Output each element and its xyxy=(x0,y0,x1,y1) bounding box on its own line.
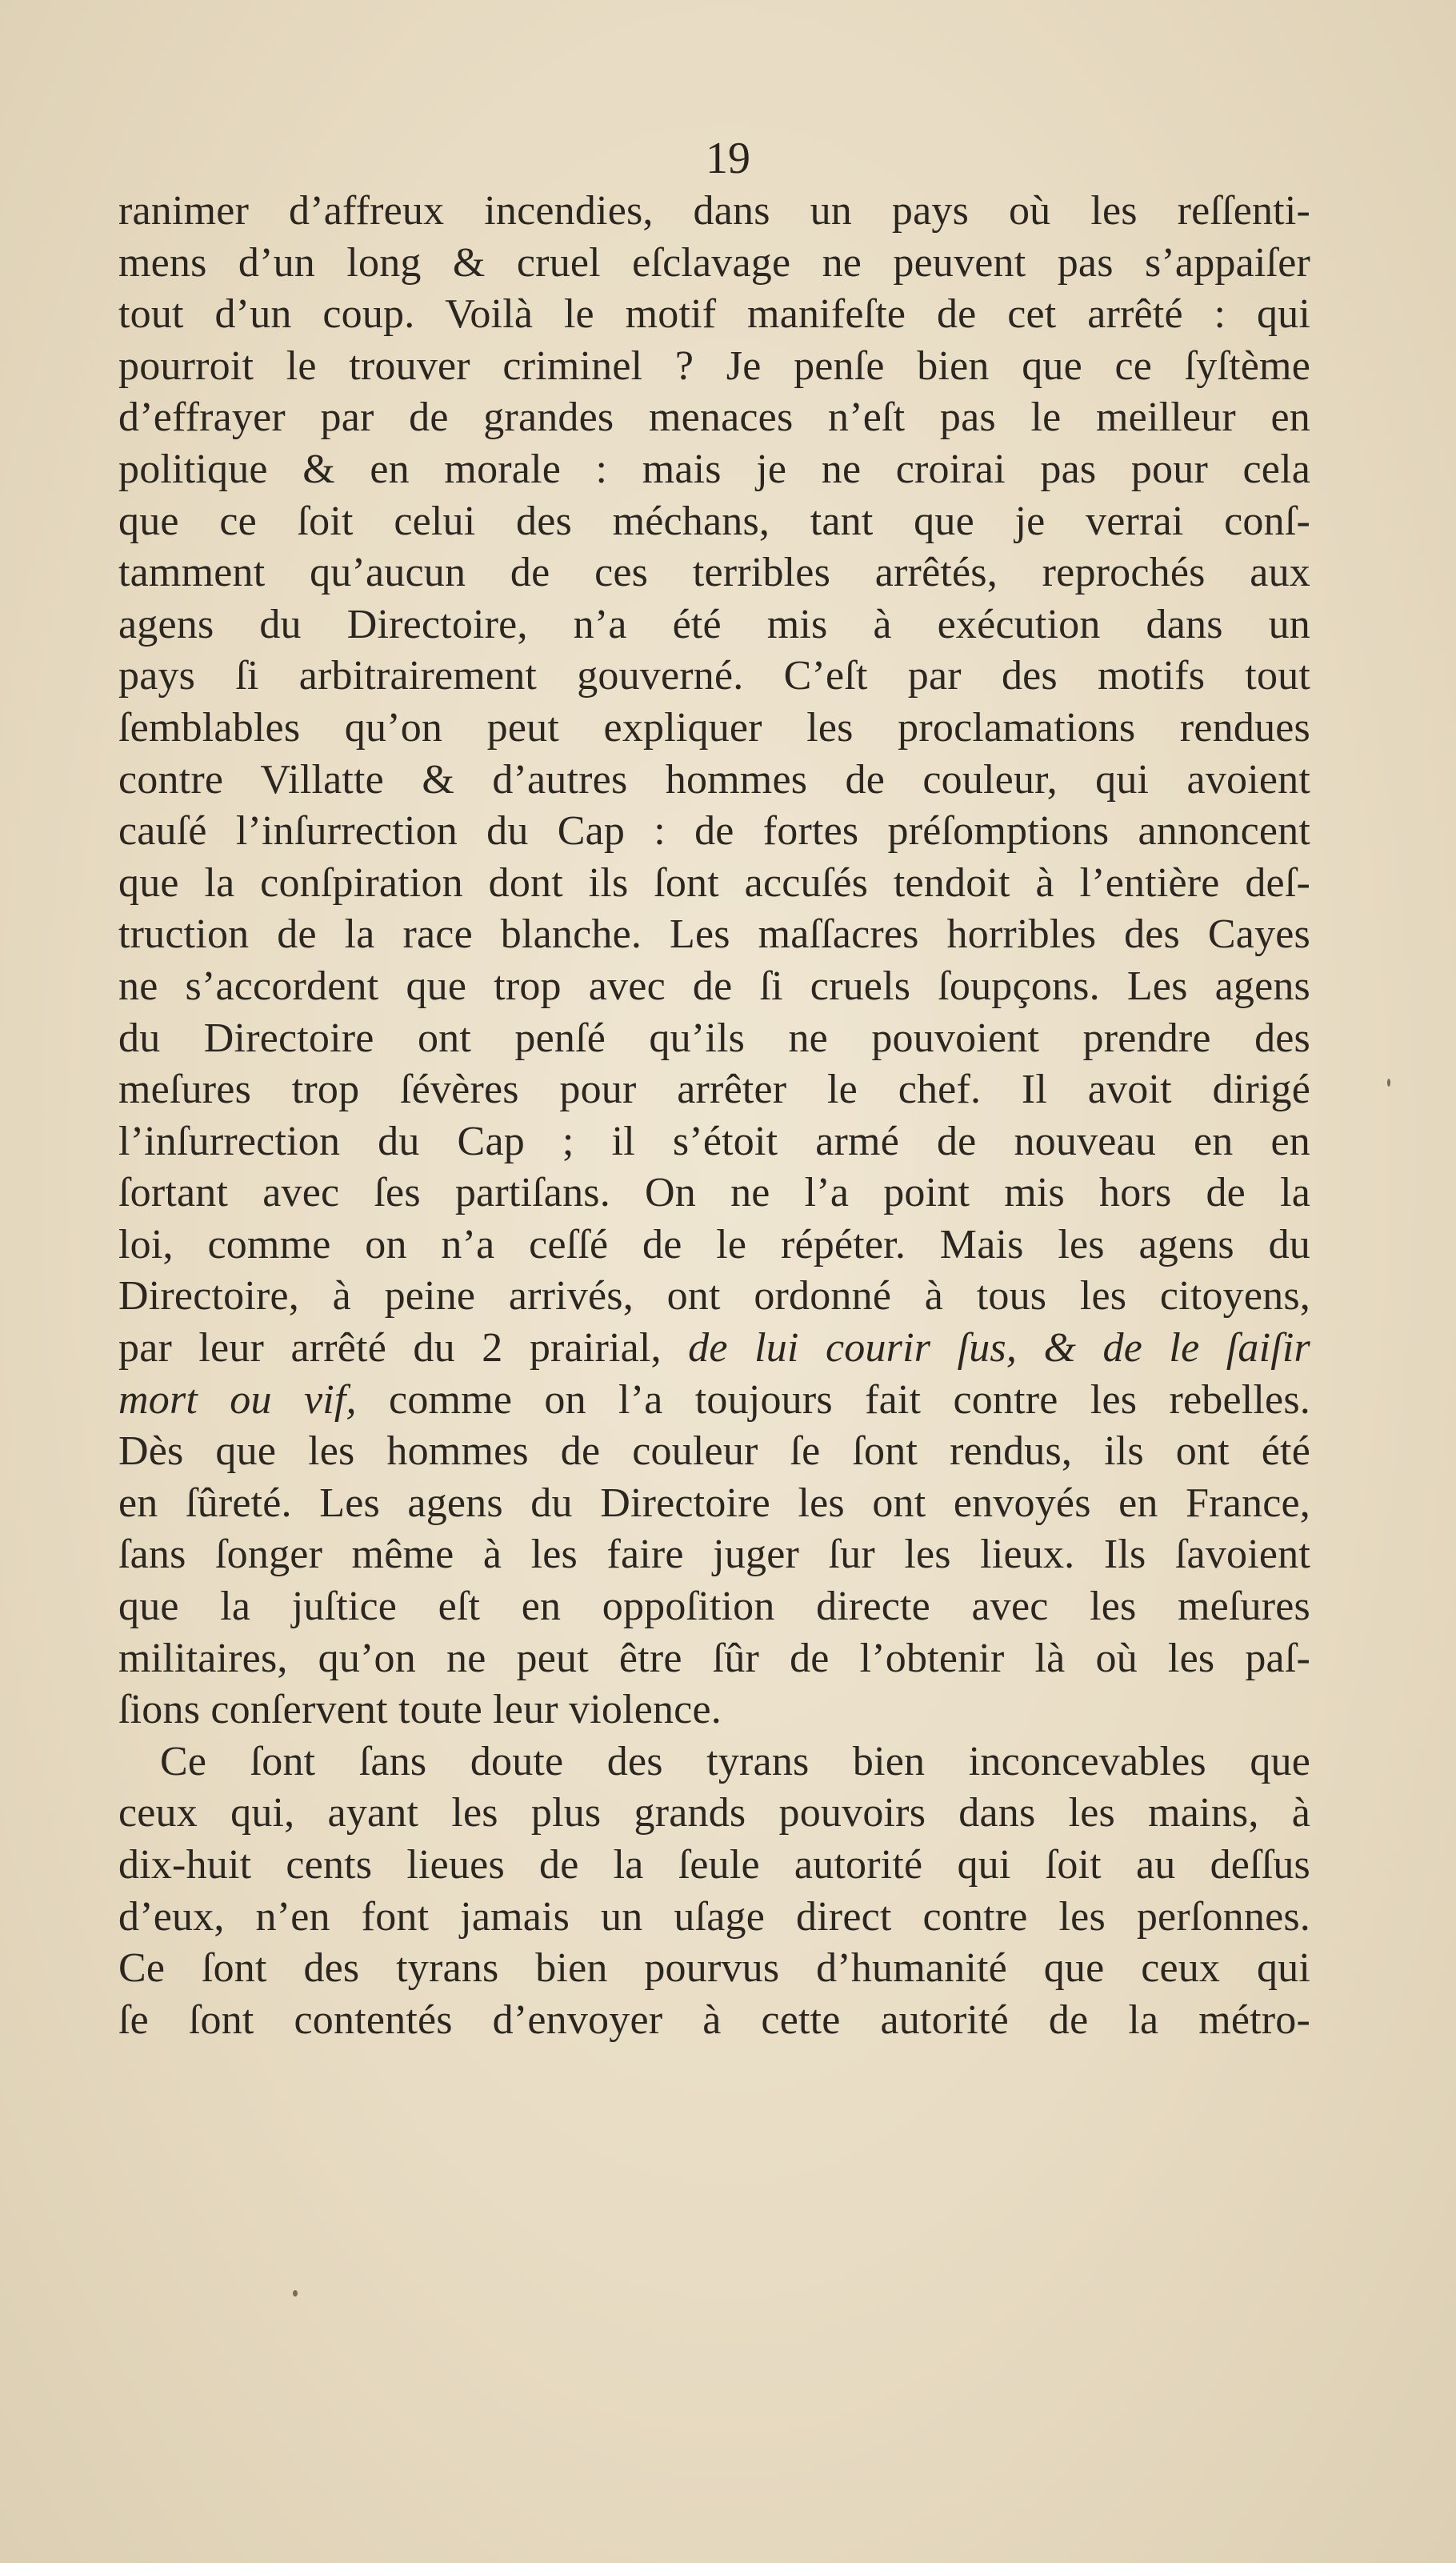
text-line: mens d’un long & cruel eſclavage ne peuvent pas s’appaiſer xyxy=(118,239,1310,286)
text-line: tout d’un coup. Voilà le motif manifeſte de cet arrêté : qui xyxy=(118,291,1310,338)
page-number: 19 xyxy=(706,134,750,183)
text-line: d’effrayer par de grandes menaces n’eſt pas le meilleur en xyxy=(118,394,1310,441)
text-line: l’inſurrection du Cap ; il s’étoit armé de nouveau en en xyxy=(118,1118,1310,1164)
text-line: que la conſpiration dont ils ſont accuſés tendoit à l’entière deſ- xyxy=(118,859,1310,906)
text-line: Ce ſont ſans doute des tyrans bien inconcevables que xyxy=(160,1738,1310,1784)
text-line: ſemblables qu’on peut expliquer les proclamations rendues xyxy=(118,704,1310,751)
text-line: du Directoire ont penſé qu’ils ne pouvoient prendre des xyxy=(118,1015,1310,1061)
text-line: cauſé l’inſurrection du Cap : de fortes préſomptions annoncent xyxy=(118,808,1310,855)
text-line: ſans ſonger même à les faire juger ſur les lieux. Ils ſavoient xyxy=(118,1532,1310,1578)
text-line: que ce ſoit celui des méchans, tant que je verrai conſ- xyxy=(118,498,1310,544)
body-text xyxy=(118,186,1310,2046)
text-line: politique & en morale : mais je ne croirai pas pour cela xyxy=(118,446,1310,492)
text-line: Ce ſont des tyrans bien pourvus d’humanité que ceux qui xyxy=(118,1945,1310,1992)
text-line-with-italic xyxy=(118,1323,1310,1375)
text-line: dix-huit cents lieues de la ſeule autorité qui ſoit au deſſus xyxy=(118,1842,1310,1888)
text-line-with-italic xyxy=(118,1375,1310,1427)
text-line: Dès que les hommes de couleur ſe ſont rendus, ils ont été xyxy=(118,1428,1310,1475)
text-line: contre Villatte & d’autres hommes de couleur, qui avoient xyxy=(118,756,1310,803)
paragraph-2 xyxy=(118,1736,1310,2047)
text-italic: de lui courir ſus, & de le ſaiſir xyxy=(688,1325,1310,1372)
text-line: ceux qui, ayant les plus grands pouvoirs dans les mains, à xyxy=(118,1790,1310,1836)
text-line: Directoire, à peine arrivés, ont ordonné à tous les citoyens, xyxy=(118,1273,1310,1320)
text-line: d’eux, n’en font jamais un uſage direct contre les perſonnes. xyxy=(118,1893,1310,1940)
text-line: pourroit le trouver criminel ? Je penſe bien que ce ſyſtème xyxy=(118,342,1310,389)
text-italic: mort ou vif, xyxy=(118,1376,357,1423)
text-line: ſortant avec ſes partiſans. On ne l’a point mis hors de la xyxy=(118,1170,1310,1216)
paragraph-1 xyxy=(118,186,1310,1736)
text-line: ſions conſervent toute leur violence. xyxy=(118,1687,722,1733)
text-line: ne s’accordent que trop avec de ſi cruels ſoupçons. Les agens xyxy=(118,963,1310,1009)
text-line: ſe ſont contentés d’envoyer à cette autorité de la métro- xyxy=(118,1996,1310,2043)
text-line: loi, comme on n’a ceſſé de le répéter. Mais les agens du xyxy=(118,1221,1310,1267)
text-line: pays ſi arbitrairement gouverné. C’eſt par des motifs tout xyxy=(118,653,1310,699)
ink-speck xyxy=(1387,1079,1390,1087)
text-line: truction de la race blanche. Les maſſacres horribles des Cayes xyxy=(118,911,1310,958)
text-roman: comme on l’a toujours fait contre les rebelles. xyxy=(356,1376,1310,1423)
text-line: agens du Directoire, n’a été mis à exécution dans un xyxy=(118,601,1310,647)
text-line: tamment qu’aucun de ces terribles arrêtés, reprochés aux xyxy=(118,550,1310,596)
text-line: militaires, qu’on ne peut être ſûr de l’obtenir là où les paſ- xyxy=(118,1635,1310,1681)
text-line: en ſûreté. Les agens du Directoire les ont envoyés en France, xyxy=(118,1480,1310,1526)
text-line: ranimer d’affreux incendies, dans un pays où les reſſenti- xyxy=(118,188,1310,234)
text-line: que la juſtice eſt en oppoſition directe avec les meſures xyxy=(118,1584,1310,1630)
text-roman: par leur arrêté du 2 prairial, xyxy=(118,1325,689,1372)
text-line: meſures trop ſévères pour arrêter le chef. Il avoit dirigé xyxy=(118,1067,1310,1113)
ink-speck xyxy=(293,2290,298,2297)
